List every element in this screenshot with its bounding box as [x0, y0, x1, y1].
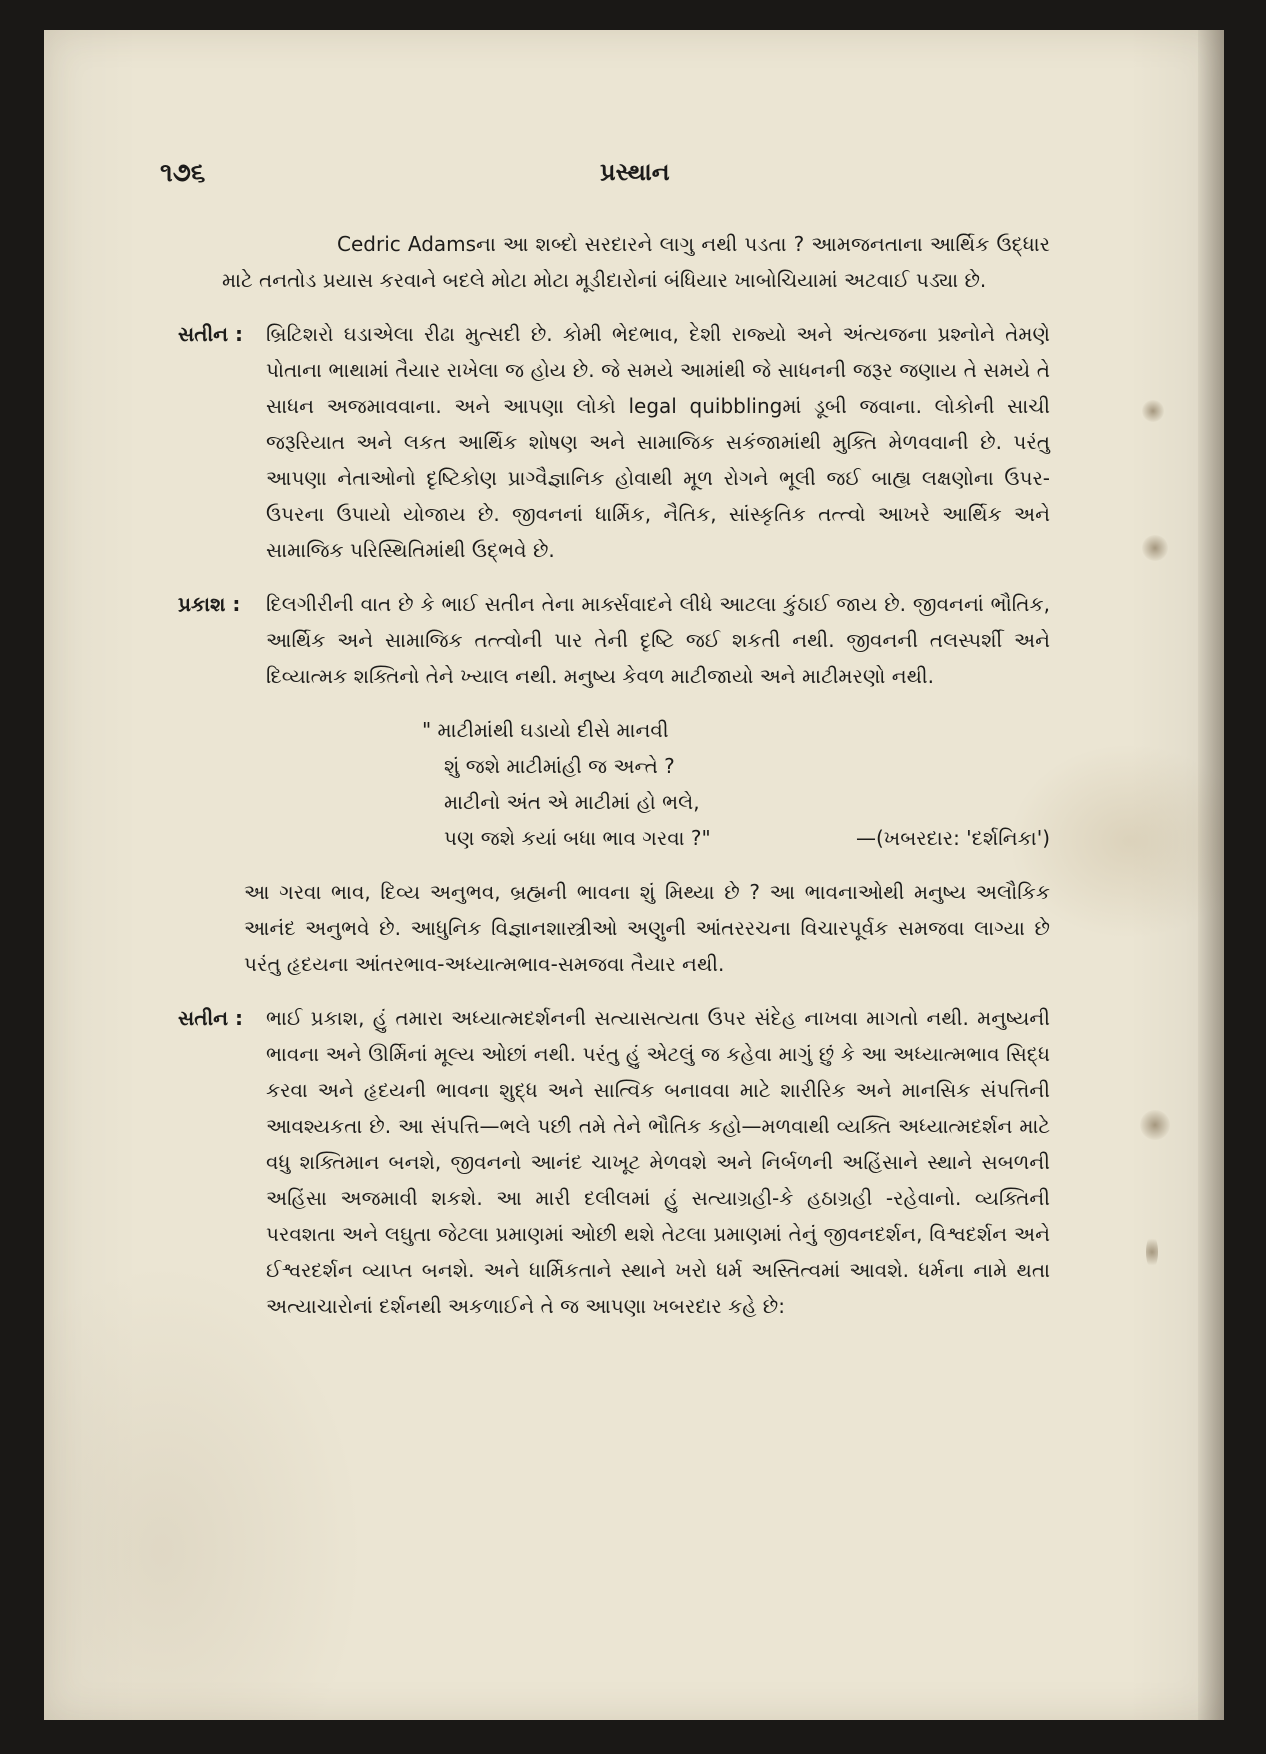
after-poem-paragraph: આ ગરવા ભાવ, દિવ્ય અનુભવ, બ્રહ્મની ભાવના શું મિથ્યા છે ? આ ભાવનાઓથી મનુષ્ય અલૌકિક આનંદ અનુભવે છે. આધુનિક વિજ્ઞાનશાસ્ત્રીઓ અણુની આંતરરચના વિચારપૂર્વક સમજવા લાગ્યા છે પરંતુ હૃદયના આંતરભાવ-અધ્યાત્મભાવ-સમજવા તૈયાર નથી.	[244, 880, 1050, 976]
dialogue-prakash	[178, 586, 1050, 694]
speaker-label: પ્રકાશ :	[178, 592, 241, 616]
intro-paragraph: Cedric Adamsના આ શબ્દો સરદારને લાગુ નથી પડતા ? આમજનતાના આર્થિક ઉદ્ધાર માટે તનતોડ પ્રયાસ કરવાને બદલે મોટા મોટા મૂડીદારોનાં બંધિયાર ખાબોચિયામાં અટવાઈ પડ્યા છે.	[222, 232, 1050, 292]
poem-line: માટીનો અંત એ માટીમાં હો ભલે,	[444, 790, 700, 814]
poem-line: શું જશે માટીમાંહી જ અન્તે ?	[444, 754, 675, 778]
speech-text: બ્રિટિશરો ઘડાએલા રીઢા મુત્સદી છે. કોમી ભેદભાવ, દેશી રાજ્યો અને અંત્યજના પ્રશ્નોને તેમણે પોતાના ભાથામાં તૈયાર રાખેલા જ હોય છે. જે સમયે આમાંથી જે સાધનની જરૂર જણાય તે સમયે તે સાધન અજમાવવાના. અને આપણા લોકો legal quibblingમાં ડૂબી જવાના. લોકોની સાચી જરૂરિયાત અને લકત આર્થિક શોષણ અને સામાજિક સકંજામાંથી મુક્તિ મેળવવાની છે. પરંતુ આપણા નેતાઓનો દૃષ્ટિકોણ પ્રાગ્વૈજ્ઞાનિક હોવાથી મૂળ રોગને ભૂલી જઈ બાહ્ય લક્ષણોના ઉપર-ઉપરના ઉપાયો યોજાય છે. જીવનનાં ધાર્મિક, નૈતિક, સાંસ્કૃતિક તત્ત્વો આખરે આર્થિક અને સામાજિક પરિસ્થિતિમાંથી ઉદ્ભવે છે.	[266, 322, 1050, 562]
dialogue-satin-1	[178, 316, 1050, 568]
page-body	[178, 226, 1050, 1324]
speech-text: ભાઈ પ્રકાશ, હું તમારા અધ્યાત્મદર્શનની સત્યાસત્યતા ઉપર સંદેહ નાખવા માગતો નથી. મનુષ્યની ભાવના અને ઊર્મિનાં મૂલ્ય ઓછાં નથી. પરંતુ હું એટલું જ કહેવા માગું છું કે આ અધ્યાત્મભાવ સિદ્ધ કરવા અને હૃદયની ભાવના શુદ્ધ અને સાત્વિક બનાવવા માટે શારીરિક અને માનસિક સંપત્તિની આવશ્યકતા છે. આ સંપત્તિ—ભલે પછી તમે તેને ભૌતિક કહો—મળવાથી વ્યક્તિ અધ્યાત્મદર્શન માટે વધુ શક્તિમાન બનશે, જીવનનો આનંદ ચાખૂટ મેળવશે અને નિર્બળની અહિંસાને સ્થાને સબળની અહિંસા અજમાવી શકશે. આ મારી દલીલમાં હું સત્યાગ્રહી-કે હઠાગ્રહી -રહેવાનો. વ્યક્તિની પરવશતા અને લઘુતા જેટલા પ્રમાણમાં ઓછી થશે તેટલા પ્રમાણમાં તેનું જીવનદર્શન, વિશ્વદર્શન અને ઈશ્વરદર્શન વ્યાપ્ત બનશે. અને ધાર્મિકતાને સ્થાને ખરો ધર્મ અસ્તિત્વમાં આવશે. ધર્મના નામે થતા અત્યાચારોનાં દર્શનથી અકળાઈને તે જ આપણા ખબરદાર કહે છે:	[266, 1006, 1050, 1318]
paper-stain	[1142, 400, 1164, 422]
poem-last-line	[422, 820, 1050, 856]
speaker-label: સતીન :	[178, 322, 244, 346]
poem-line: " માટીમાંથી ઘડાયો દીસે માનવી	[422, 718, 669, 742]
page-header	[160, 158, 1020, 198]
page-number: ૧૭૬	[160, 158, 206, 188]
paper-stain	[1140, 1110, 1170, 1140]
speaker-label: સતીન :	[178, 1006, 244, 1030]
paper-stain	[1146, 1235, 1158, 1269]
dialogue-satin-2	[178, 1000, 1050, 1324]
paper-stain	[1142, 535, 1168, 561]
poem-line: પણ જશે કયાં બધા ભાવ ગરવા ?"	[444, 826, 711, 850]
poem-attribution: —(ખબરદાર: 'દર્શનિકા')	[856, 826, 1050, 850]
quoted-poem	[422, 712, 1050, 856]
page-spine-shadow	[1198, 30, 1224, 1720]
speech-text: દિલગીરીની વાત છે કે ભાઈ સતીન તેના માર્ક્સવાદને લીધે આટલા કુંઠાઈ જાય છે. જીવનનાં ભૌતિક, આર્થિક અને સામાજિક તત્ત્વોની પાર તેની દૃષ્ટિ જઈ શકતી નથી. જીવનની તલસ્પર્શી અને દિવ્યાત્મક શક્તિનો તેને ખ્યાલ નથી. મનુષ્ય કેવળ માટીજાયો અને માટીમરણો નથી.	[266, 592, 1050, 688]
running-title: પ્રસ્થાન	[600, 158, 670, 186]
